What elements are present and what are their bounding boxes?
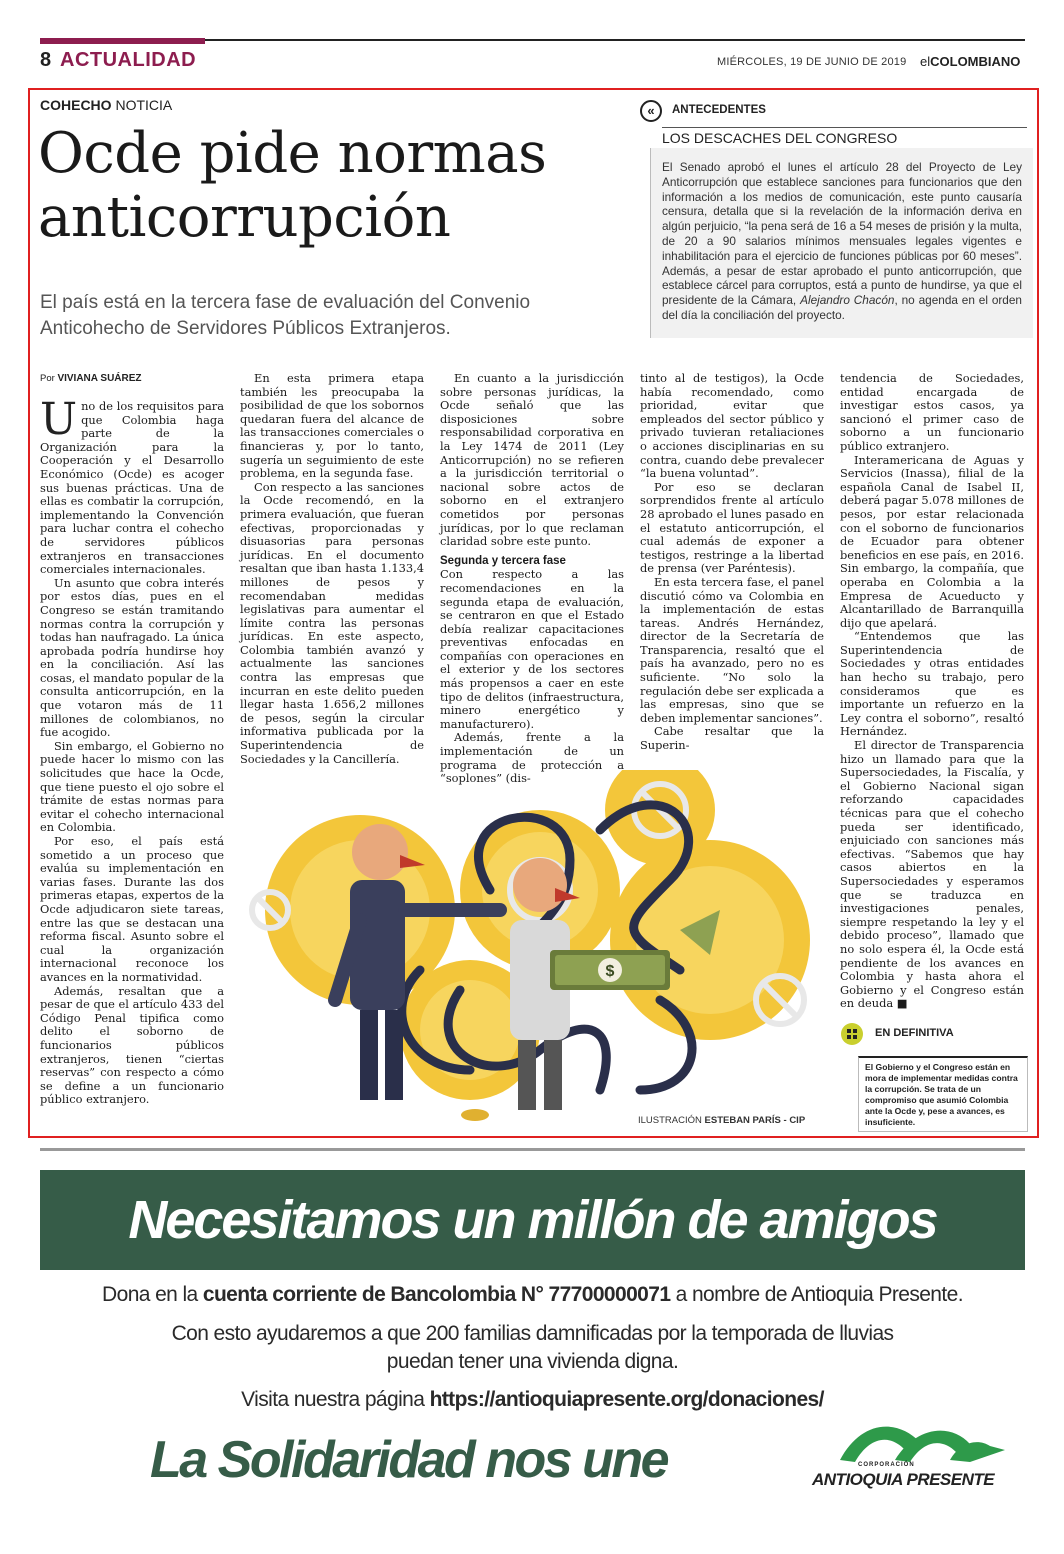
body-paragraph: tinto al de testigos), la Ocde había recomendado, como prioridad, evitar que empleados del sector público y privado tuvieran retaliaciones o acciones disciplinarias en su contra, cuando debe prevalecer “la buena voluntad”. [640,371,824,481]
ad-slogan: La Solidaridad nos une [150,1431,668,1489]
paragraph-text: no de los requisitos para que Colombia haga parte de la Organización para la Cooperación y el Desarrollo Económico (Ocde) es acoger sus buenas prácticas. Una de ellas es combatir la corrupción, implementando la Convención para luchar contra el cohecho de servidores públicos extranjeros en transacciones comerciales internacionales. [40,399,224,577]
article-kicker [40,97,172,113]
byline-author: VIVIANA SUÁREZ [57,373,142,384]
body-paragraph: En esta primera etapa también les preocupaba la posibilidad de que los sobornos quedaran fuera del alcance de las transacciones comerciales o financieras y, por lo tanto, sugería un seguimiento de este problema, en la segunda fase. [240,371,424,481]
credit-prefix: ILUSTRACIÓN [638,1115,702,1126]
ad-text: Con esto ayudaremos a que 200 familias damnificadas por la temporada de lluvias [171,1322,894,1345]
kicker-type: NOTICIA [115,97,173,113]
body-column-5 [840,372,1024,1011]
body-column-3 [440,372,624,786]
ad-purpose-line [40,1320,1025,1376]
body-paragraph: Con respecto a las sanciones la Ocde recomendó, en la primera evaluación, que fueran efectivas, proporcionadas y disuasorias para personas jurídicas. En el documento resaltan que iban hasta 1.133,4 millones de pesos y recomendaban medidas legislativas para aumentar el límite contra las personas jurídicas. En este aspecto, Colombia también avanzó y actualmente las sanciones contra las empresas que incurran en este delito pueden llegar hasta 1.656,2 millones de pesos, según la circular informativa publicada por la Superintendencia de Sociedades y la Cancillería. [240,479,424,766]
antecedentes-text-b: , no agenda en el orden del día la conciliación del proyecto. [662,293,1022,322]
newspaper-name [920,54,1020,69]
ad-url-line [40,1388,1025,1412]
illustration-credit [638,1115,805,1126]
byline-prefix: Por [40,373,55,384]
antecedentes-text [662,160,1022,323]
body-paragraph: En esta tercera fase, el panel discutió cómo va Colombia en la implementación de estas tareas. Andrés Hernández, director de la Secretaría de Transparencia, resaltó que el país ha avanzado, pero no es suficiente. “No solo la regulación debe ser explicada a las empresas, sino que se deben implementar sanciones”. [640,574,824,725]
en-definitiva-text: El Gobierno y el Congreso están en mora de implementar medidas contra la corrupción. Se trata de un compromiso que asumió Colombia ante la Ocde y, pese a avances, es insuficiente. [858,1056,1028,1132]
antecedentes-title: ANTECEDENTES [672,104,766,116]
ad-text: Visita nuestra página [241,1388,425,1411]
body-paragraph: “Entendemos que las Superintendencia de Sociedades y otras entidades han hecho su trabajo, pero consideramos que es importante un refuerzo en la Ley contra el soborno”, resaltó Hernández. [840,629,1024,739]
body-paragraph: El director de Transparencia hizo un llamado para que la Supersociedades, la Fiscalía, y el Gobierno Nacional sigan reforzando capacidades técnicas para que el cohecho pueda ser identificado, enjuiciado con sanciones más efectivas. “Sabemos que hay casos abiertos en la Supersociedades y esperamos que se traduzca en investigaciones penales, siempre respetando la ley y el debido proceso”, llamado que no solo espera él, la Ocde está pendiente de los avances en Colombia y hasta ahora el Gobierno y el Congreso están en deuda ■ [840,738,1024,1011]
body-paragraph: Además, resaltan que a pesar de que el artículo 433 del Código Penal tipifica como delito el soborno de funcionarios públicos extranjeros, tienen “ciertas reservas” con respecto a cómo se define a un funcionario público extranjero. [40,983,224,1107]
dropcap: U [40,394,78,445]
antecedentes-subtitle: LOS DESCACHES DEL CONGRESO [662,127,1027,146]
subheading: Segunda y tercera fase [440,554,566,567]
antecedentes-text-a: El Senado aprobó el lunes el artículo 28 del Proyecto de Ley Anticorrupción que establece sanciones para funcionarios que den información a los medios de comunicación, este punto causaría censura, detalla que si la revelación de la información deriva en algún perjuicio, “la pena será de 16 a 54 meses de prisión y la multa, de 20 a 90 salarios mínimos mensuales legales vigentes e inhabilitación para el ejercicio de funciones públicas por 60 meses”. Además, a pesar de estar aprobado el punto anticorrupción, que establece cárcel para corruptos, está a punto de hundirse, ya que el presidente de la Cámara, [662,160,1023,308]
en-definitiva-title: EN DEFINITIVA [875,1027,954,1039]
body-column-2 [240,372,424,766]
rewind-icon: « [640,100,662,122]
page-number: 8 [40,49,52,71]
newspaper-title: COLOMBIANO [930,54,1021,69]
body-paragraph: Por eso, el país está sometido a un proceso que evalúa su implementación en varias fases. Durante las dos primeras etapas, expertos de la Ocde adjudicaron siete tareas, entre las que se destacan una reforma fiscal. Asunto sobre el cual la organización internacional reconoce los avances en la normatividad. [40,834,224,984]
logo-corporation-label: CORPORACIÓN [858,1462,915,1468]
dropped-coin [461,1109,489,1121]
ad-text: Dona en la [102,1283,198,1306]
body-paragraph [40,394,224,577]
section-accent-bar [40,38,205,44]
svg-text:$: $ [605,963,615,980]
antecedentes-name: Alejandro Chacón [800,293,895,308]
ad-separator [40,1148,1025,1151]
ad-donation-line [40,1283,1025,1307]
credit-name: ESTEBAN PARÍS - CIP [704,1115,806,1126]
article-deck: El país está en la tercera fase de evaluación del Convenio Anticohecho de Servidores Públicos Extranjeros. [40,292,531,339]
body-paragraph: Interamericana de Aguas y Servicios (Inassa), filial de la española Canal de Isabel II, deberá pagar 5.078 millones de pesos, por estar relacionada con el soborno de funcionarios de Ecuador para obtener beneficios en ese país, en 2016. Sin embargo, la compañía, que operaba en Colombia a la Empresa de Acueducto y Alcantarillado de Barranquilla dijo que apelará. [840,452,1024,630]
body-paragraph: En cuanto a la jurisdicción sobre personas jurídicas, la Ocde señaló que las disposiciones sobre responsabilidad corporativa en la Ley 1474 de 2011 (Ley Anticorrupción) no se refieren a la jurisdicción territorial o nacional sobre actos de soborno en el extranjero cometidos por personas jurídicas, por lo que reclaman claridad sobre este punto. [440,371,624,549]
bribery-illustration [240,770,835,1130]
article-headline: Ocde pide normas anticorrupción [38,121,547,250]
body-paragraph: Cabe resaltar que la Superin- [640,724,824,753]
en-definitiva-icon [840,1022,864,1046]
kicker-topic: COHECHO [40,97,112,113]
newspaper-prefix: el [920,54,931,69]
ad-banner: Necesitamos un millón de amigos [40,1170,1025,1270]
body-paragraph: tendencia de Sociedades, entidad encargada de investigar estos casos, ya sancionó el primer caso de soborno a un funcionario público extranjero. [840,371,1024,453]
body-column-1 [40,394,224,1107]
ad-text: a nombre de Antioquia Presente. [675,1283,963,1306]
ad-url-link[interactable]: https://antioquiapresente.org/donaciones/ [429,1388,824,1411]
issue-date: MIÉRCOLES, 19 DE JUNIO DE 2019 [717,56,907,68]
section-title: ACTUALIDAD [60,49,197,71]
body-paragraph: Sin embargo, el Gobierno no puede hacer lo mismo con las solicitudes que hace la Ocde, que tiene puesto el ojo sobre el trámite de estas normas para evitar el cohecho internacional en Colombia. [40,738,224,835]
body-paragraph: Por eso se declaran sorprendidos frente al artículo 28 aprobado el lunes pasado en el estatuto anticorrupción, el cual además de exponer a testigos, restringe a la libertad de prensa (ver Paréntesis). [640,479,824,576]
byline [40,373,142,384]
body-paragraph: Además, frente a la implementación de un programa de protección a “soplones” (dis- [440,730,624,786]
body-paragraph: Con respecto a las recomendaciones en la segunda etapa de evaluación, se centraron en que el Estado debía realizar capacitaciones preventivas enfocadas en compañías con operaciones en el exterior y de los sectores más propensos a caer en este tipo de delitos (infraestructura, minero energético y manufacturero). [440,567,624,731]
ad-text: puedan tener una vivienda digna. [386,1350,679,1373]
body-paragraph: Un asunto que cobra interés por estos días, pues en el Congreso se están tramitando normas contra la corrupción y todas han naufragado. La única aprobada podría hundirse hoy en la conciliación. Así las cosas, el mandato popular de la consulta anticorrupción, en la que votaron más de 11 millones de colombianos, no fue acogido. [40,575,224,740]
logo-name: ANTIOQUIA PRESENTE [812,1470,995,1489]
ad-account: cuenta corriente de Bancolombia N° 77700000071 [202,1283,671,1306]
body-column-4 [640,372,824,753]
